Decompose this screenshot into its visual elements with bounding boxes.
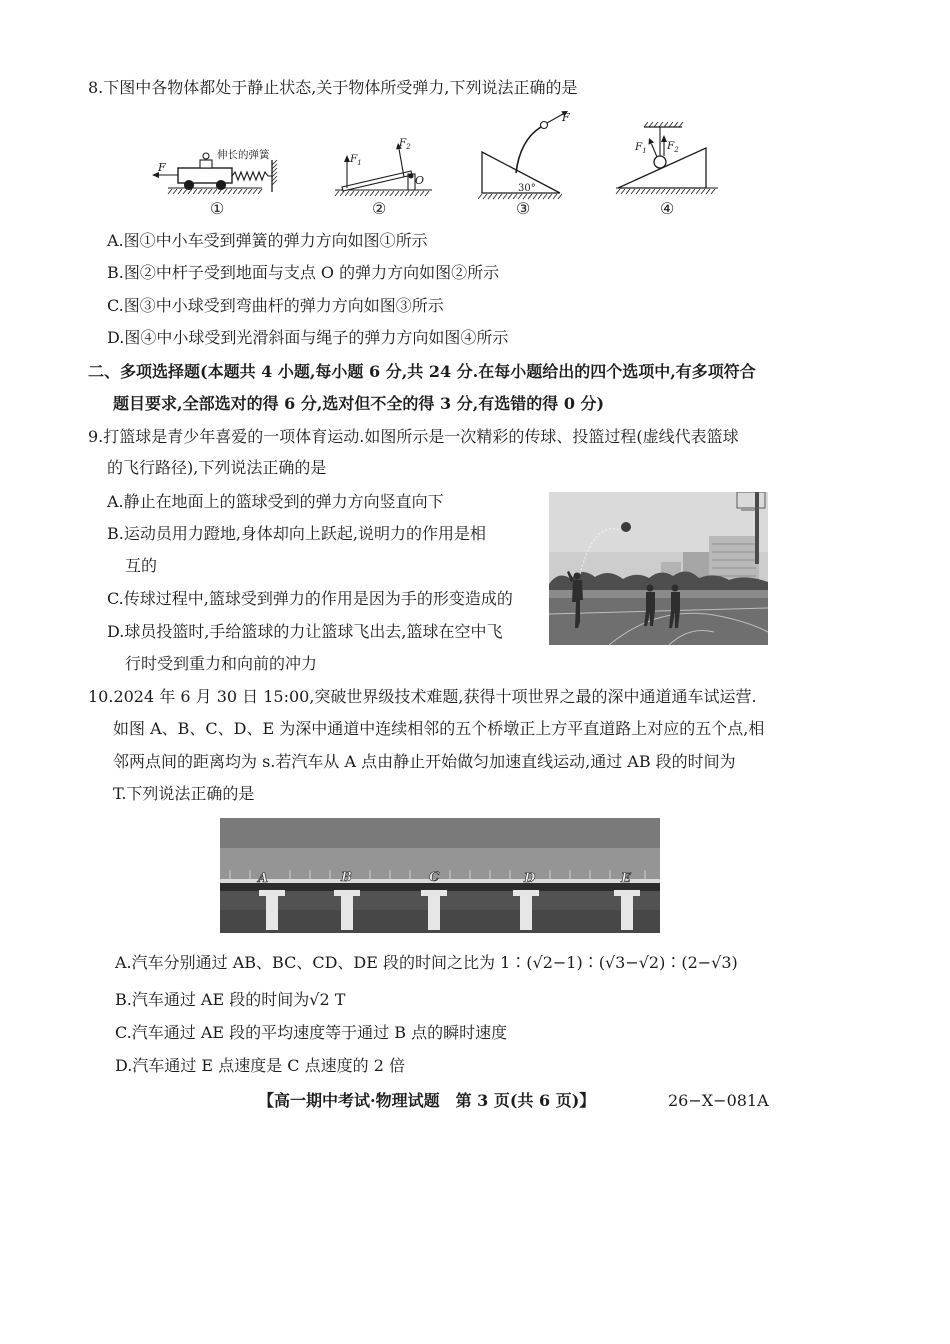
fig2-f2-base: F: [399, 137, 407, 149]
bridge-label-b: B: [341, 870, 352, 885]
q9-stem-line2: 的飞行路径),下列说法正确的是: [107, 458, 327, 477]
fig1-spring-label: 伸长的弹簧: [217, 149, 270, 161]
q9-option-d-line1: D.球员投篮时,手给篮球的力让篮球飞出去,篮球在空中飞: [107, 622, 503, 641]
fig4-f2-label: [666, 140, 679, 154]
figure-2-rod-pivot: [335, 143, 432, 196]
q10-option-c: C.汽车通过 AE 段的平均速度等于通过 B 点的瞬时速度: [115, 1023, 508, 1042]
q10-option-a: A.汽车分别通过 AB、BC、CD、DE 段的时间之比为 1∶(√2−1)∶(√3−√2)∶(2−√3): [115, 953, 738, 972]
q8-figures: [140, 105, 740, 205]
q10-stem-line4: T.下列说法正确的是: [113, 784, 255, 803]
q10-option-b: B.汽车通过 AE 段的时间为√2 T: [115, 990, 346, 1009]
q9-stem-line1: 9.打篮球是青少年喜爱的一项体育运动.如图所示是一次精彩的传球、投篮过程(虚线代表篮球: [88, 427, 739, 446]
fig4-f1-label: [634, 141, 647, 155]
fig4-caption: ④: [660, 199, 675, 218]
q9-option-d-line2: 行时受到重力和向前的冲力: [125, 654, 318, 673]
q8-option-d: D.图④中小球受到光滑斜面与绳子的弹力方向如图④所示: [107, 328, 509, 347]
fig2-caption: ②: [372, 199, 387, 218]
q9-option-c: C.传球过程中,篮球受到弹力的作用是因为手的形变造成的: [107, 589, 513, 608]
bridge-label-e: E: [621, 871, 631, 886]
fig2-f1-label: [349, 153, 362, 167]
section2-heading-line2: 题目要求,全部选对的得 6 分,选对但不全的得 3 分,有选错的得 0 分): [113, 394, 605, 413]
q8-option-a: A.图①中小车受到弹簧的弹力方向如图①所示: [107, 231, 428, 250]
q9-option-b-line1: B.运动员用力蹬地,身体却向上跃起,说明力的作用是相: [107, 524, 487, 543]
fig2-f2-sub: 2: [406, 143, 411, 151]
footer-code: 26−X−081A: [668, 1091, 769, 1110]
q10-stem-line3: 邻两点间的距离均为 s.若汽车从 A 点由静止开始做匀加速直线运动,通过 AB 段的时间为: [113, 752, 736, 771]
basketball-photo: [549, 492, 768, 645]
fig1-force-label: F: [158, 161, 166, 174]
q8-option-c: C.图③中小球受到弯曲杆的弹力方向如图③所示: [107, 296, 444, 315]
fig4-f2-base: F: [667, 140, 675, 152]
fig1-caption: ①: [210, 199, 225, 218]
fig2-f1-base: F: [350, 153, 358, 165]
q10-stem-line1: 10.2024 年 6 月 30 日 15:00,突破世界级技术难题,获得十项世界之最的深中通道通车试运营.: [88, 687, 757, 706]
q8-stem: 8.下图中各物体都处于静止状态,关于物体所受弹力,下列说法正确的是: [88, 78, 578, 97]
fig3-angle-label: 30°: [518, 183, 536, 194]
q9-option-a: A.静止在地面上的篮球受到的弹力方向竖直向下: [107, 492, 444, 511]
q10-stem-line2: 如图 A、B、C、D、E 为深中通道中连续相邻的五个桥墩正上方平直道路上对应的五个点,相: [113, 719, 765, 738]
fig2-pivot-label: O: [415, 174, 425, 187]
footer-title: 【高一期中考试·物理试题 第 3 页(共 6 页)】: [258, 1091, 596, 1110]
figure-4-ball-rope-incline: [616, 122, 718, 194]
bridge-label-a: A: [258, 871, 269, 886]
fig3-force-label: F: [562, 111, 570, 124]
fig4-f2-sub: 2: [674, 146, 679, 154]
fig4-f1-sub: 1: [642, 147, 647, 155]
bridge-photo: [220, 818, 660, 933]
fig2-f1-sub: 1: [357, 159, 362, 167]
q9-option-b-line2: 互的: [125, 556, 158, 575]
fig3-caption: ③: [516, 199, 531, 218]
bridge-label-d: D: [524, 871, 536, 886]
bridge-label-c: C: [429, 870, 440, 885]
q8-option-b: B.图②中杆子受到地面与支点 O 的弹力方向如图②所示: [107, 263, 500, 282]
fig4-f1-base: F: [635, 141, 643, 153]
section2-heading-line1: 二、多项选择题(本题共 4 小题,每小题 6 分,共 24 分.在每小题给出的四个选项中,有多项符合: [88, 362, 756, 381]
q10-option-d: D.汽车通过 E 点速度是 C 点速度的 2 倍: [115, 1056, 405, 1075]
fig2-f2-label: [398, 137, 411, 151]
